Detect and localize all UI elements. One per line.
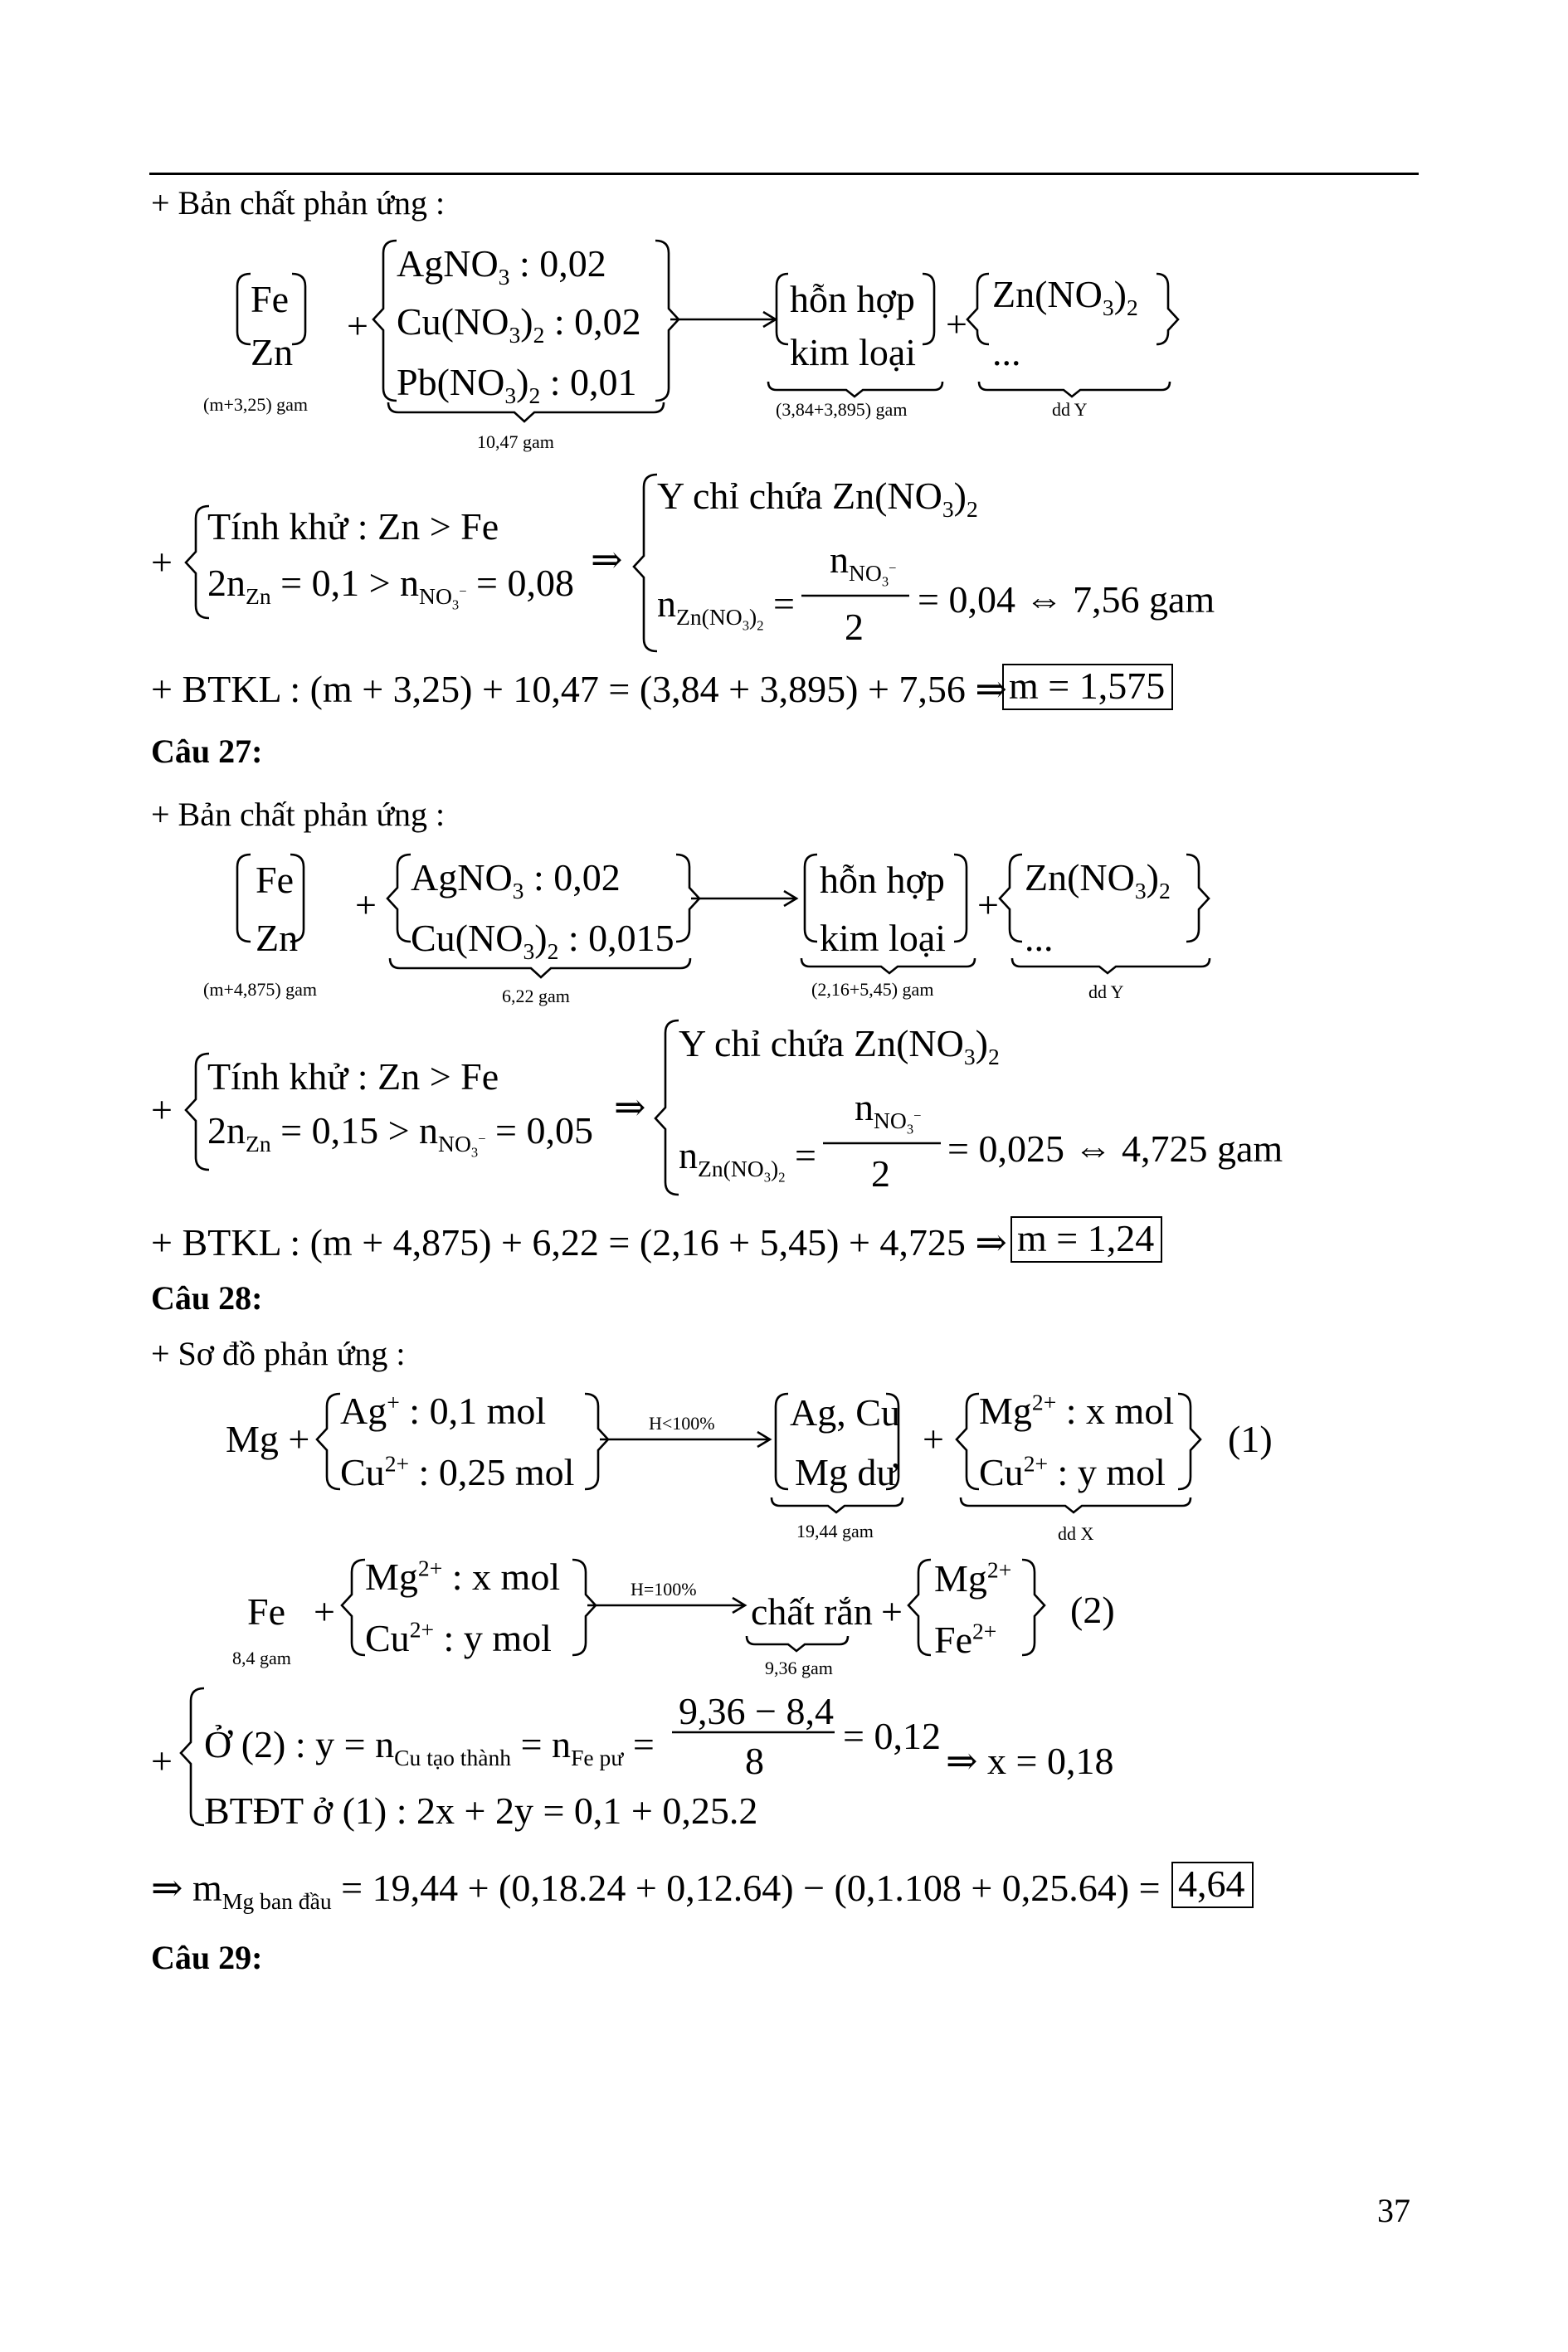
s2-charge-balance: BTĐT ở (1) : 2x + 2y = 0,1 + 0,25.2 — [204, 1790, 758, 1832]
s3-title: Câu 29: — [151, 1939, 263, 1976]
s2-plus-3: + — [881, 1590, 903, 1633]
s2-mg-ion-2: $Mg^{2+}$ — [934, 1556, 1012, 1600]
s1-title: Câu 27: — [151, 733, 263, 770]
s1-left-mass: (m+4,875) gam — [203, 979, 318, 1000]
s1-frac-top: $n_{NO_3^-}$ — [855, 1086, 922, 1137]
s0-implies: ⇒ — [591, 538, 623, 581]
s0-dd-label: dd Y — [1052, 399, 1088, 420]
s0-left-zn: Zn — [251, 331, 294, 373]
s1-y-result: = 0,025 ⇔ 4,725 gam — [947, 1127, 1283, 1170]
s0-left-fe: Fe — [251, 278, 289, 320]
s0-reagent-cuno3: $Cu(NO_3)_2$ : 0,02 — [397, 300, 641, 348]
s1-y-only: Y chỉ chứa $Zn(NO_3)_2$ — [679, 1022, 1000, 1070]
s1-reagent-agno3: AgNO$_3$ : 0,02 — [411, 856, 621, 904]
s1-reagent-mass: 6,22 gam — [502, 986, 570, 1006]
s1-reagent-cuno3: $Cu(NO_3)_2$ : 0,015 — [411, 917, 674, 965]
s0-zn-vs-no3: $2n_{Zn} = 0,1 > n_{NO_3^-} = 0,08$ — [207, 562, 574, 613]
s0-product-metal: kim loại — [790, 331, 917, 373]
s0-heading: + Bản chất phản ứng : — [151, 184, 446, 222]
s0-plus-2: + — [946, 303, 967, 345]
s2-condition-2: H=100% — [631, 1579, 697, 1600]
s2-solid: chất rắn — [751, 1590, 873, 1633]
s2-mg-ion: $Mg^{2+}$ : x mol — [979, 1389, 1175, 1432]
s2-mg-ion-x: $Mg^{2+}$ : x mol — [365, 1555, 561, 1598]
s0-plus-1: + — [347, 304, 368, 347]
s2-mg: Mg + — [226, 1418, 310, 1460]
s2-y-value: = 0,12 — [843, 1715, 941, 1757]
s2-cu-ion: $Cu^{2+}$ : 0,25 mol — [340, 1450, 575, 1493]
s2-cu-ion-y2: $Cu^{2+}$ : y mol — [365, 1616, 552, 1659]
s2-condition-1: H<100% — [649, 1413, 715, 1434]
s2-fe-ion: $Fe^{2+}$ — [934, 1618, 997, 1661]
s2-answer: 4,64 — [1171, 1862, 1254, 1908]
s2-final-calc: ⇒ $m_{Mg ban đầu} = 19,44 + (0,18.24 + 0,12.64) - (0,1.108 + 0,25.64)$ = — [151, 1867, 1161, 1915]
s2-cu-ion-y: $Cu^{2+}$ : y mol — [979, 1450, 1166, 1493]
s2-product-agcu: Ag, Cu — [790, 1391, 900, 1434]
s2-title: Câu 28: — [151, 1279, 263, 1317]
s1-dd-label: dd Y — [1088, 981, 1124, 1002]
s2-ag-ion: Ag+ : 0,1 mol — [340, 1389, 547, 1432]
s2-plus-1: + — [923, 1418, 944, 1460]
s2-plus-4: + — [151, 1740, 173, 1782]
s1-product-mass: (2,16+5,45) gam — [811, 979, 934, 1000]
s0-reagent-agno3: AgNO$_3$ : 0,02 — [397, 242, 606, 290]
s2-x-value: ⇒ x = 0,18 — [946, 1740, 1114, 1782]
s1-left-zn: Zn — [256, 917, 299, 959]
page-number: 37 — [1377, 2192, 1410, 2229]
s1-plus-3: + — [151, 1088, 173, 1131]
s2-solid-mass: 9,36 gam — [765, 1658, 833, 1678]
s0-y-result: = 0,04 ⇔ 7,56 gam — [918, 578, 1215, 621]
s1-zn-vs-no3: $2n_{Zn} = 0,15 > n_{NO_3^-} = 0,05$ — [207, 1109, 593, 1161]
s1-plus-1: + — [355, 884, 377, 926]
s0-frac-bot: 2 — [845, 606, 864, 648]
s2-frac-bot: 8 — [745, 1740, 764, 1782]
s0-product-mix: hỗn hợp — [790, 278, 915, 320]
s2-product-mgdu: Mg dư — [795, 1451, 898, 1493]
s1-plus-2: + — [977, 884, 999, 926]
s1-implies: ⇒ — [614, 1086, 646, 1128]
s0-left-mass: (m+3,25) gam — [203, 394, 309, 415]
s0-plus-3: + — [151, 541, 173, 583]
s2-frac-top: 9,36 − 8,4 — [679, 1690, 834, 1732]
s1-left-fe: Fe — [256, 859, 294, 901]
s2-eq-num-1: (1) — [1228, 1418, 1273, 1460]
s2-plus-2: + — [314, 1590, 335, 1633]
s0-n-zn: $n_{Zn(NO_3)_2}$ = — [657, 582, 795, 634]
s2-eq-num-2: (2) — [1070, 1589, 1115, 1631]
s2-heading: + Sơ đồ phản ứng : — [151, 1335, 406, 1372]
s0-reagent-pbno3: $Pb(NO_3)_2$ : 0,01 — [397, 361, 637, 409]
s1-answer: m = 1,24 — [1010, 1216, 1162, 1263]
s1-n-zn: $n_{Zn(NO_3)_2}$ = — [679, 1134, 816, 1186]
s2-product-mass: 19,44 gam — [796, 1521, 874, 1541]
s1-product-dots: ... — [1025, 917, 1054, 959]
s0-reagent-mass: 10,47 gam — [477, 431, 554, 452]
s1-reduce-order: Tính khử : Zn > Fe — [207, 1055, 499, 1098]
s2-fe: Fe — [247, 1590, 285, 1633]
s0-frac-top: $n_{NO_3^-}$ — [830, 538, 897, 590]
s2-y-calc: Ở (2) : $y = n_{Cu tạo thành} = n_{Fe pư}$ = — [204, 1723, 655, 1771]
s0-product-znno3: $Zn(NO_3)_2$ — [992, 273, 1138, 321]
s1-product-mix: hỗn hợp — [820, 859, 945, 901]
s0-product-dots: ... — [992, 331, 1021, 373]
s1-product-metal: kim loại — [820, 917, 947, 959]
s0-product-mass: (3,84+3,895) gam — [776, 399, 908, 420]
s2-fe-mass: 8,4 gam — [232, 1648, 291, 1668]
s1-product-znno3: $Zn(NO_3)_2$ — [1025, 856, 1171, 904]
s1-heading: + Bản chất phản ứng : — [151, 796, 446, 833]
s0-answer: m = 1,575 — [1002, 664, 1173, 710]
s2-dd-label: dd X — [1058, 1523, 1094, 1544]
s0-reduce-order: Tính khử : Zn > Fe — [207, 505, 499, 548]
s1-mass-balance: + BTKL : (m + 4,875) + 6,22 = (2,16 + 5,45) + 4,725 ⇒ — [151, 1221, 1007, 1264]
s1-frac-bot: 2 — [871, 1152, 890, 1195]
s0-y-only: Y chỉ chứa $Zn(NO_3)_2$ — [657, 475, 978, 523]
s0-mass-balance: + BTKL : (m + 3,25) + 10,47 = (3,84 + 3,895) + 7,56 ⇒ — [151, 668, 1007, 710]
